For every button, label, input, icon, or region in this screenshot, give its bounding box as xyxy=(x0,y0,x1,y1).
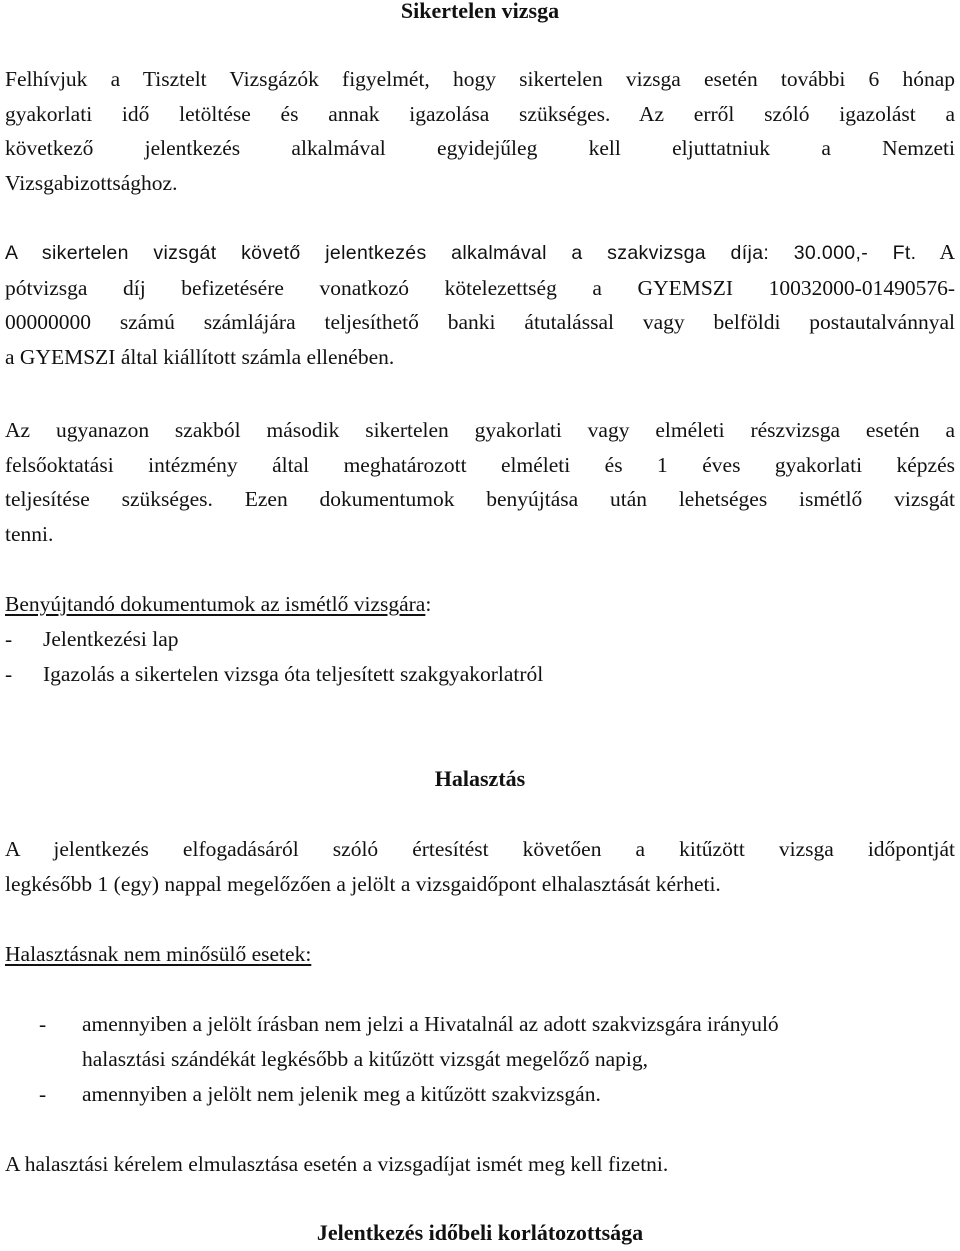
fee-sentence-continuation: A xyxy=(939,240,955,264)
paragraph-line xyxy=(5,235,955,271)
list-item-text-continuation: halasztási szándékát legkésőbb a kitűzött vizsgát megelőző napig, xyxy=(82,1047,648,1071)
paragraph-line: tenni. xyxy=(5,521,54,546)
documents-title xyxy=(5,587,955,622)
paragraph-line: teljesítése szükséges. Ezen dokumentumok benyújtása után lehetséges ismétlő vizsgát xyxy=(5,487,955,511)
list-item xyxy=(5,1007,955,1077)
paragraph-line: gyakorlati idő letöltése és annak igazolása szükséges. Az erről szóló igazolást a xyxy=(5,101,955,126)
paragraph-fee xyxy=(5,235,955,374)
paragraph-line: következő jelentkezés alkalmával egyidejűleg kell eljuttatniuk a Nemzeti xyxy=(5,136,955,160)
dash-bullet: - xyxy=(5,662,13,686)
paragraph-line: Felhívjuk a Tisztelt Vizsgázók figyelmét, hogy sikertelen vizsga esetén további 6 hónap xyxy=(5,67,955,91)
dash-bullet: - xyxy=(5,627,13,651)
exceptions-title-text: Halasztásnak nem minősülő esetek: xyxy=(5,942,312,966)
list-item-text: amennyiben a jelölt írásban nem jelzi a Hivatalnál az adott szakvizsgára irányuló xyxy=(82,1012,779,1036)
list-item xyxy=(5,622,955,657)
list-item-text: Igazolás a sikertelen vizsga óta teljesített szakgyakorlatról xyxy=(43,662,544,686)
dash-bullet: - xyxy=(39,1012,47,1036)
paragraph-line: 00000000 számú számlájára teljesíthető banki átutalással vagy belföldi postautalvánnyal xyxy=(5,310,955,334)
paragraph-second-failure xyxy=(5,413,955,551)
list-item-text: Jelentkezési lap xyxy=(43,627,179,651)
paragraph-line: Az ugyanazon szakból második sikertelen gyakorlati vagy elméleti részvizsga esetén a xyxy=(5,418,955,442)
exceptions-title xyxy=(5,937,955,972)
list-item xyxy=(5,1077,955,1112)
heading-halasztas: Halasztás xyxy=(434,766,526,791)
paragraph-line: a GYEMSZI által kiállított számla ellenében. xyxy=(5,344,395,369)
list-item xyxy=(5,657,955,692)
documents-title-text: Benyújtandó dokumentumok az ismétlő vizsgára xyxy=(5,592,426,616)
heading-sikertelen-vizsga: Sikertelen vizsga xyxy=(400,0,560,23)
paragraph-missed-request: A halasztási kérelem elmulasztása esetén a vizsgadíjat ismét meg kell fizetni. xyxy=(5,1152,669,1176)
paragraph-sikertelen-notice xyxy=(5,62,955,200)
paragraph-line: pótvizsga díj befizetésére vonatkozó kötelezettség a GYEMSZI 10032000-01490576- xyxy=(5,275,955,300)
paragraph-line: A jelentkezés elfogadásáról szóló értesítést követően a kitűzött vizsga időpontját xyxy=(5,837,955,861)
paragraph-line: legkésőbb 1 (egy) nappal megelőzően a jelölt a vizsgaidőpont elhalasztását kérheti. xyxy=(5,871,721,896)
fee-sentence: A sikertelen vizsgát követő jelentkezés alkalmával a szakvizsga díja: 30.000,- Ft. xyxy=(5,242,917,264)
paragraph-postponement xyxy=(5,832,955,901)
list-item-text: amennyiben a jelölt nem jelenik meg a kitűzött szakvizsgán. xyxy=(82,1082,601,1106)
heading-jelentkezes-korlatozottsaga: Jelentkezés időbeli korlátozottsága xyxy=(316,1220,644,1245)
paragraph-line: Vizsgabizottsághoz. xyxy=(5,170,178,195)
documents-title-colon: : xyxy=(425,592,432,616)
dash-bullet: - xyxy=(39,1082,47,1106)
paragraph-line: felsőoktatási intézmény által meghatározott elméleti és 1 éves gyakorlati képzés xyxy=(5,452,955,477)
